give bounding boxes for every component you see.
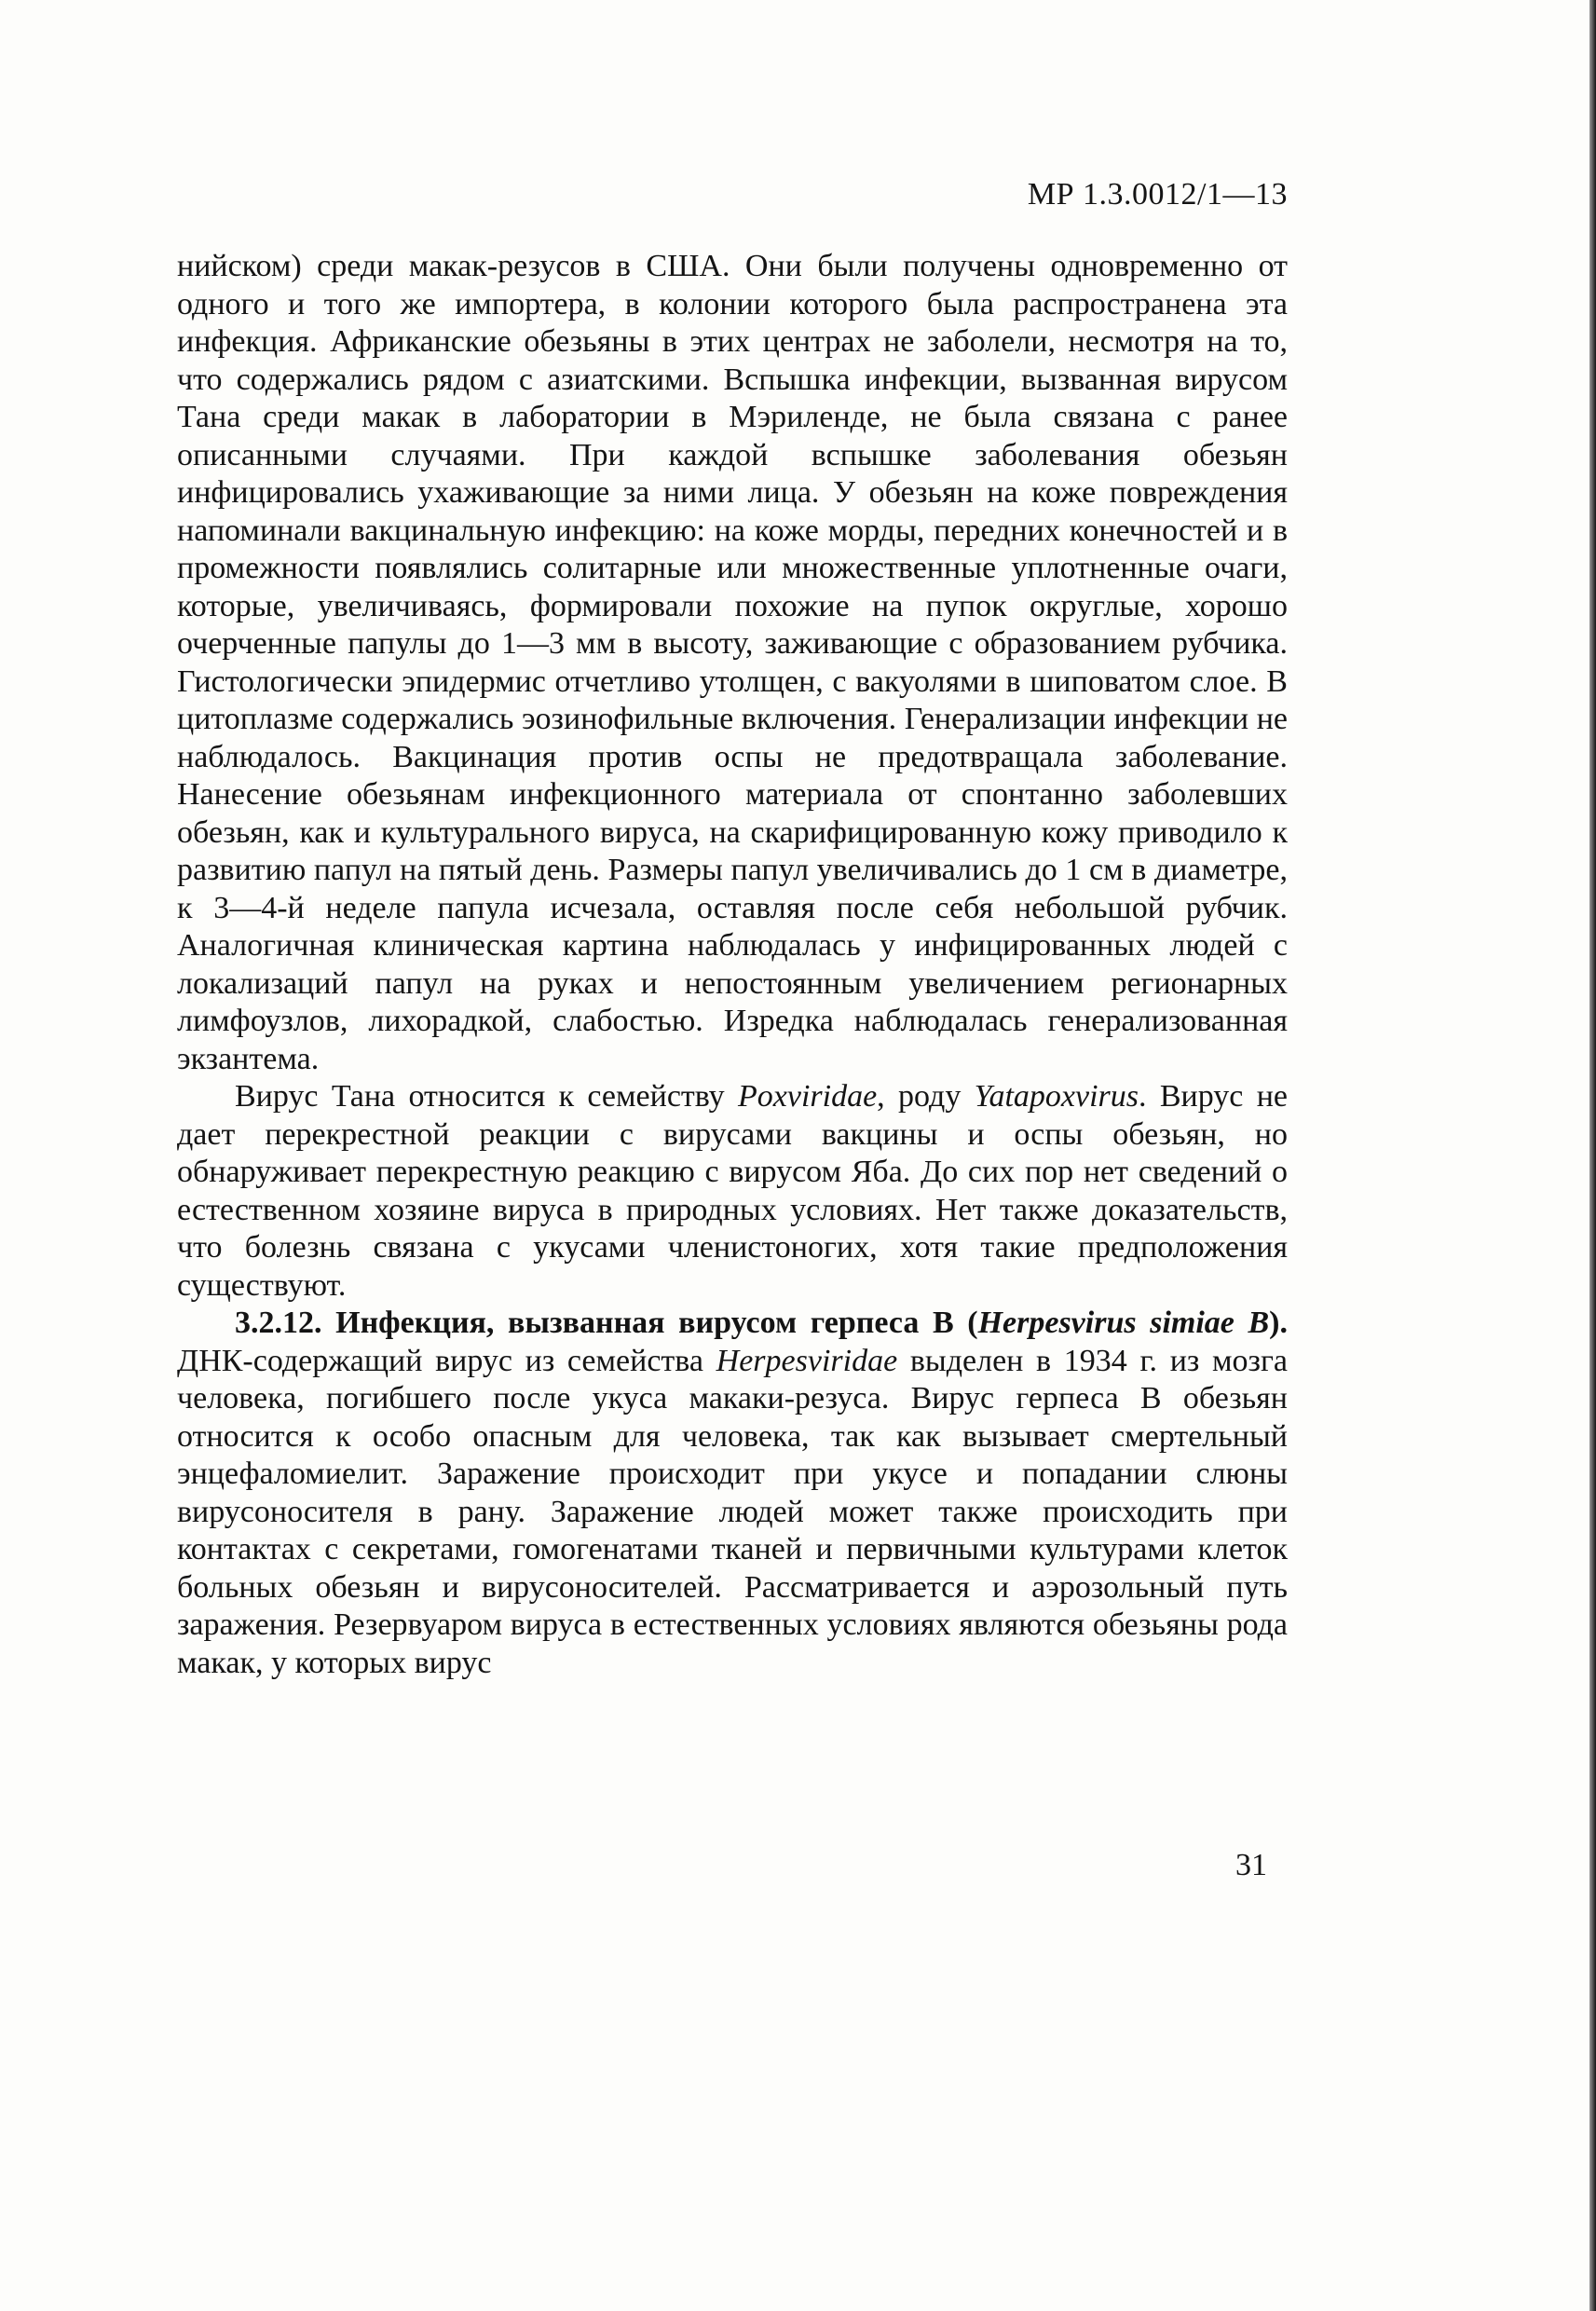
document-code-header: МР 1.3.0012/1—13 (1027, 177, 1288, 212)
page-number: 31 (1235, 1848, 1267, 1882)
text-run: Herpesviridae (716, 1343, 898, 1378)
paragraph (177, 248, 1288, 1078)
text-run: Yatapoxvirus (974, 1079, 1139, 1114)
text-run: ДНК-содержащий вирус из семейства (177, 1343, 716, 1378)
text-run: , роду (877, 1079, 975, 1114)
text-run: нийском) среди макак-резусов в США. Они были получены одновременно от одного и того же импортера, в колонии которого была распространена эта инфекция. Африканские обезьяны в этих центрах не заболели, несмотря на то, что содержались рядом с азиатскими. Вспышка инфекции, вызванная вирусом Тана среди макак в лаборатории в Мэриленде, не была связана с ранее описанными случаями. При каждой вспышке заболевания обезьян инфицировались ухаживающие за ними лица. У обезьян на коже повреждения напоминали вакцинальную инфекцию: на коже морды, передних конечностей и в промежности появлялись солитарные или множественные уплотненные очаги, которые, увеличиваясь, формировали похожие на пупок округлые, хорошо очерченные папулы до 1—3 мм в высоту, заживающие с образованием рубчика. Гистологически эпидермис отчетливо утолщен, с вакуолями в шиповатом слое. В цитоплазме содержались эозинофильные включения. Генерализации инфекции не наблюдалось. Вакцинация против оспы не предотвращала заболевание. Нанесение обезьянам инфекционного материала от спонтанно заболевших обезьян, как и культурального вируса, на скарифицированную кожу приводило к развитию папул на пятый день. Размеры папул увеличивались до 1 см в диаметре, к 3—4-й неделе папула исчезала, оставляя после себя небольшой рубчик. Аналогичная клиническая картина наблюдалась у инфицированных людей с локализаций папул на руках и непостоянным увеличением регионарных лимфоузлов, лихорадкой, слабостью. Изредка наблюдалась генерализованная экзантема. (177, 249, 1288, 1076)
text-run: 3.2.12. Инфекция, вызванная вирусом герпеса В ( (235, 1306, 978, 1340)
scan-edge-artifact (1589, 0, 1596, 2311)
text-run: Poxviridae (738, 1079, 878, 1114)
text-run: выделен в 1934 г. из мозга человека, погибшего после укуса макаки-резуса. Вирус герпеса В обезьян относится к особо опасным для человека, так как вызывает смертельный энцефаломиелит. Заражение происходит при укусе и попадании слюны вирусоносителя в рану. Заражение людей может также происходить при контактах с секретами, гомогенатами тканей и первичными культурами клеток больных обезьян и вирусоносителей. Рассматривается и аэрозольный путь заражения. Резервуаром вируса в естественных условиях являются обезьяны рода макак, у которых вирус (177, 1343, 1289, 1680)
paragraph (177, 1305, 1288, 1682)
document-body (177, 248, 1288, 1682)
text-run: Вирус Тана относится к семейству (235, 1079, 738, 1114)
paragraph (177, 1078, 1288, 1305)
text-run: . Вирус не дает перекрестной реакции с вирусами вакцины и оспы обезьян, но обнаруживает перекрестную реакцию с вирусом Яба. До сих пор нет сведений о естественном хозяине вируса в природных условиях. Нет также доказательств, что болезнь связана с укусами членистоногих, хотя такие предположения существуют. (177, 1079, 1288, 1303)
text-run: Herpesvirus simiae В (977, 1306, 1270, 1340)
text-run: ). (1269, 1306, 1288, 1340)
